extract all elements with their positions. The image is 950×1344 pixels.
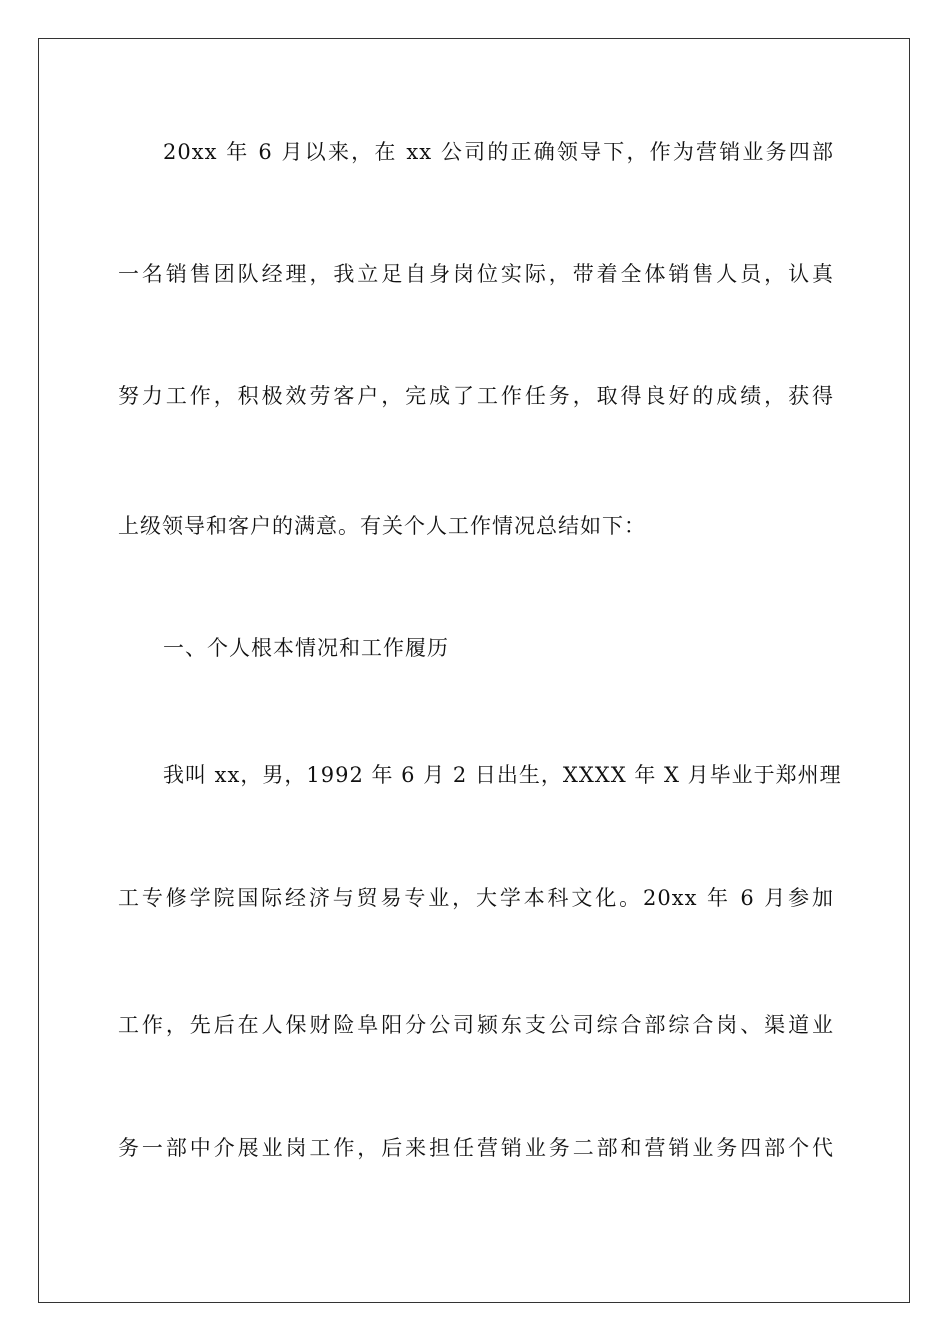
paragraph-1-line-3: 努力工作，积极效劳客户，完成了工作任务，取得良好的成绩，获得 — [118, 384, 834, 408]
paragraph-2-line-3: 工作，先后在人保财险阜阳分公司颍东支公司综合部综合岗、渠道业 — [118, 1013, 834, 1037]
section-heading-1: 一、个人根本情况和工作履历 — [163, 636, 449, 660]
paragraph-1-line-2: 一名销售团队经理，我立足自身岗位实际，带着全体销售人员，认真 — [118, 262, 834, 286]
paragraph-2-line-1: 我叫 xx，男，1992 年 6 月 2 日出生，XXXX 年 X 月毕业于郑州理 — [163, 763, 842, 787]
paragraph-2-line-2: 工专修学院国际经济与贸易专业，大学本科文化。20xx 年 6 月参加 — [118, 886, 834, 910]
paragraph-2-line-4: 务一部中介展业岗工作，后来担任营销业务二部和营销业务四部个代 — [118, 1136, 834, 1160]
page-border — [38, 38, 910, 1303]
paragraph-1-line-1: 20xx 年 6 月以来，在 xx 公司的正确领导下，作为营销业务四部 — [163, 140, 834, 164]
paragraph-1-line-4: 上级领导和客户的满意。有关个人工作情况总结如下： — [118, 514, 646, 538]
